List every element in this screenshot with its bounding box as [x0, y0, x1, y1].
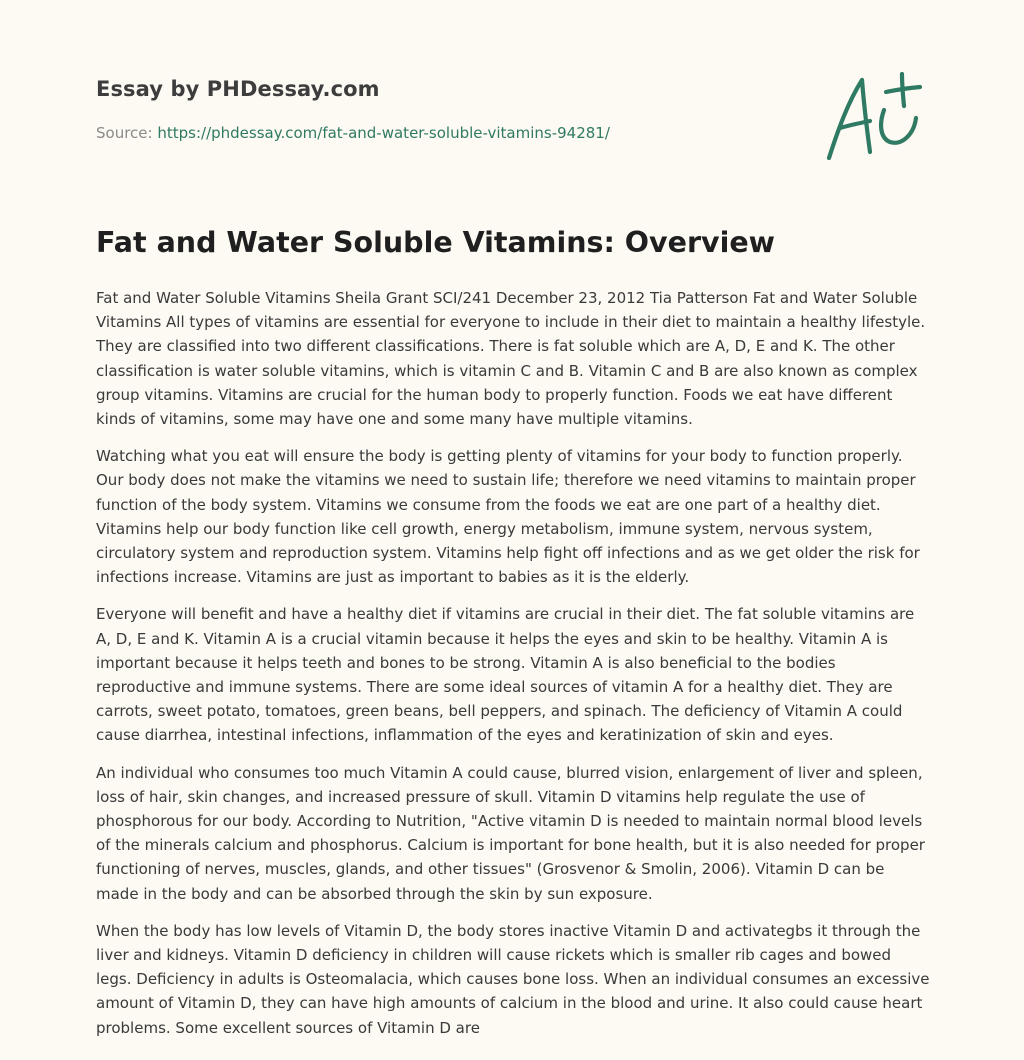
source-link[interactable]: https://phdessay.com/fat-and-water-soluble-vitamins-94281/	[157, 124, 610, 142]
essay-title: Fat and Water Soluble Vitamins: Overview	[96, 226, 776, 259]
essay-paragraph: Everyone will benefit and have a healthy diet if vitamins are crucial in their diet. The fat soluble vitamins are A, D, E and K. Vitamin A is a crucial vitamin because it helps the eyes and skin to be healthy. Vitamin A is important because it helps teeth and bones to be strong. Vitamin A is also beneficial to the bodies reproductive and immune systems. There are some ideal sources of vitamin A for a healthy diet. They are carrots, sweet potato, tomatoes, green beans, bell peppers, and spinach. The deficiency of Vitamin A could cause diarrhea, intestinal infections, inflammation of the eyes and keratinization of skin and eyes.	[96, 605, 915, 745]
a-plus-logo-icon	[824, 68, 924, 164]
essay-paragraph: When the body has low levels of Vitamin D, the body stores inactive Vitamin D and activategbs it through the liver and kidneys. Vitamin D deficiency in children will cause rickets which is smaller rib cages and bowed legs. Deficiency in adults is Osteomalacia, which causes bone loss. When an individual consumes an excessive amount of Vitamin D, they can have high amounts of calcium in the blood and urine. It also could cause heart problems. Some excellent sources of Vitamin D are	[96, 921, 930, 1037]
essay-body	[96, 286, 930, 1053]
source-label: Source:	[96, 124, 153, 142]
source-line	[96, 124, 610, 142]
site-brand: Essay by PHDessay.com	[96, 77, 380, 101]
essay-paragraph: Watching what you eat will ensure the body is getting plenty of vitamins for your body to function properly. Our body does not make the vitamins we need to sustain life; therefore we need vitamins to maintain proper function of the body system. Vitamins we consume from the foods we eat are one part of a healthy diet. Vitamins help our body function like cell growth, energy metabolism, immune system, nervous system, circulatory system and reproduction system. Vitamins help fight off infections and as we get older the risk for infections increase. Vitamins are just as important to babies as it is the elderly.	[96, 447, 920, 587]
essay-paragraph: Fat and Water Soluble Vitamins Sheila Grant SCI/241 December 23, 2012 Tia Patterson Fat and Water Soluble Vitamins All types of vitamins are essential for everyone to include in their diet to maintain a healthy lifestyle. They are classified into two different classifications. There is fat soluble which are A, D, E and K. The other classification is water soluble vitamins, which is vitamin C and B. Vitamin C and B are also known as complex group vitamins. Vitamins are crucial for the human body to properly function. Foods we eat have different kinds of vitamins, some may have one and some many have multiple vitamins.	[96, 289, 926, 429]
essay-paragraph: An individual who consumes too much Vitamin A could cause, blurred vision, enlargement of liver and spleen, loss of hair, skin changes, and increased pressure of skull. Vitamin D vitamins help regulate the use of phosphorous for our body. According to Nutrition, "Active vitamin D is needed to maintain normal blood levels of the minerals calcium and phosphorus. Calcium is important for bone health, but it is also needed for proper functioning of nerves, muscles, glands, and other tissues" (Grosvenor & Smolin, 2006). Vitamin D can be made in the body and can be absorbed through the skin by sun exposure.	[96, 763, 925, 903]
